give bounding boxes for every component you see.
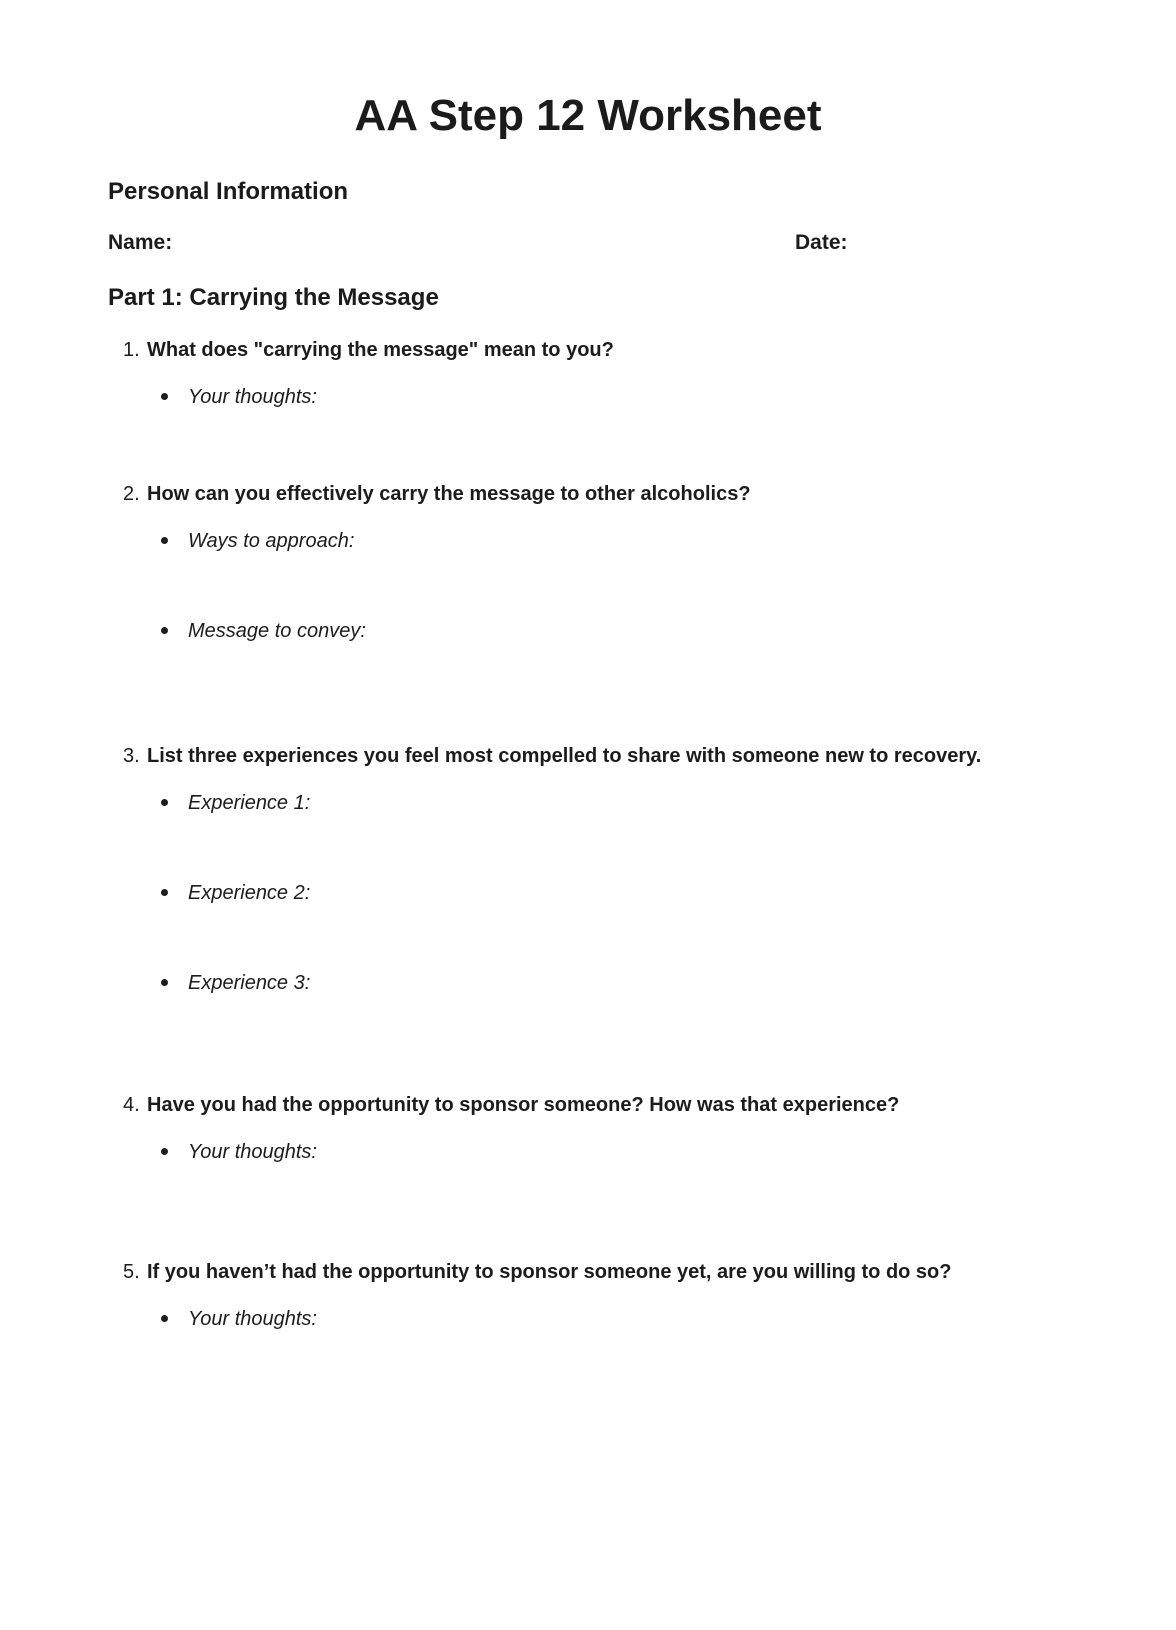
date-label: Date: bbox=[795, 231, 848, 254]
bullet-label: Your thoughts: bbox=[188, 386, 317, 408]
question-item-5 bbox=[108, 1258, 1068, 1333]
bullet-icon bbox=[161, 1315, 168, 1322]
question-item-3 bbox=[108, 742, 1068, 997]
bullet-list bbox=[147, 1138, 899, 1166]
bullet-label: Ways to approach: bbox=[188, 530, 355, 552]
question-text: Have you had the opportunity to sponsor someone? How was that experience? bbox=[147, 1094, 900, 1116]
bullet-list bbox=[147, 527, 751, 645]
bullet-item bbox=[147, 617, 751, 645]
section-heading-personal-information: Personal Information bbox=[108, 178, 349, 205]
name-label: Name: bbox=[108, 231, 173, 254]
bullet-item bbox=[147, 969, 981, 997]
section-heading-part1: Part 1: Carrying the Message bbox=[108, 284, 439, 311]
bullet-list bbox=[147, 383, 614, 411]
bullet-icon bbox=[161, 537, 168, 544]
bullet-item bbox=[147, 1305, 952, 1333]
bullet-label: Your thoughts: bbox=[188, 1141, 317, 1163]
bullet-item bbox=[147, 1138, 899, 1166]
bullet-icon bbox=[161, 799, 168, 806]
question-body bbox=[147, 336, 614, 411]
bullet-item bbox=[147, 383, 614, 411]
bullet-label: Message to convey: bbox=[188, 620, 366, 642]
question-body bbox=[147, 742, 981, 997]
question-text: List three experiences you feel most compelled to share with someone new to recovery. bbox=[147, 745, 982, 767]
bullet-label: Experience 3: bbox=[188, 972, 311, 994]
question-number: 1. bbox=[123, 339, 140, 361]
bullet-label: Experience 2: bbox=[188, 882, 311, 904]
bullet-list bbox=[147, 789, 981, 997]
question-text: If you haven’t had the opportunity to sponsor someone yet, are you willing to do so? bbox=[147, 1261, 952, 1283]
question-number: 4. bbox=[123, 1094, 140, 1116]
page-title: AA Step 12 Worksheet bbox=[354, 91, 822, 140]
name-date-row bbox=[108, 230, 1068, 256]
bullet-icon bbox=[161, 889, 168, 896]
question-item-1 bbox=[108, 336, 1068, 411]
worksheet-content bbox=[0, 92, 1176, 1333]
question-body bbox=[147, 480, 751, 645]
question-text: What does "carrying the message" mean to you? bbox=[147, 339, 614, 361]
bullet-icon bbox=[161, 979, 168, 986]
question-item-4 bbox=[108, 1091, 1068, 1166]
question-body bbox=[147, 1091, 899, 1166]
bullet-list bbox=[147, 1305, 952, 1333]
bullet-icon bbox=[161, 393, 168, 400]
question-number: 5. bbox=[123, 1261, 140, 1283]
bullet-icon bbox=[161, 627, 168, 634]
bullet-icon bbox=[161, 1148, 168, 1155]
question-item-2 bbox=[108, 480, 1068, 645]
bullet-item bbox=[147, 527, 751, 555]
bullet-item bbox=[147, 879, 981, 907]
question-number: 2. bbox=[123, 483, 140, 505]
bullet-item bbox=[147, 789, 981, 817]
question-text: How can you effectively carry the message to other alcoholics? bbox=[147, 483, 751, 505]
bullet-label: Experience 1: bbox=[188, 792, 311, 814]
question-number: 3. bbox=[123, 745, 140, 767]
question-body bbox=[147, 1258, 952, 1333]
bullet-label: Your thoughts: bbox=[188, 1308, 317, 1330]
